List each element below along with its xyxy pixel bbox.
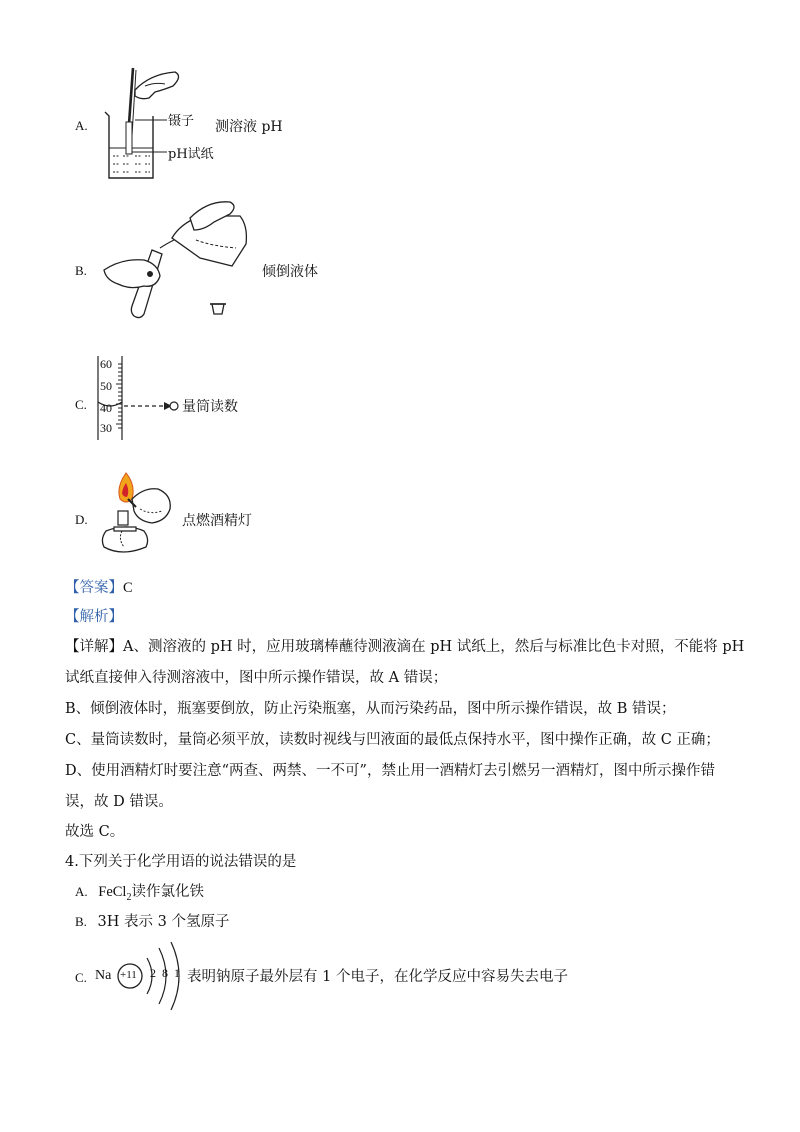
q4-option-a-letter: A. <box>75 884 88 899</box>
tick-label-50: 50 <box>100 379 112 393</box>
detail-line-1 <box>65 639 744 656</box>
tick-label-60: 60 <box>100 357 112 371</box>
nucleus-charge: +11 <box>120 969 137 981</box>
question-4-option-b <box>75 914 229 931</box>
ph-paper-label: pH试纸 <box>168 147 214 162</box>
q4-formula: FeCl <box>98 884 127 900</box>
tweezers-label: 镊子 <box>168 114 195 129</box>
detail-line-2: 试纸直接伸入待测溶液中，图中所示操作错误，故 A 错误； <box>65 670 448 686</box>
option-b-letter: B. <box>75 263 87 278</box>
option-b-caption: 倾倒液体 <box>262 264 318 280</box>
detail-line-7: 故选 C。 <box>65 824 125 840</box>
answer-label: 【答案】 <box>65 580 123 596</box>
detail-label: 【详解】 <box>65 639 123 655</box>
q4-formula-subscript: 2 <box>126 891 132 903</box>
ph-test-illustration <box>95 60 225 185</box>
option-a-letter: A. <box>75 118 88 133</box>
question-4-stem: 4.下列关于化学用语的说法错误的是 <box>65 854 297 870</box>
option-d-letter: D. <box>75 512 88 527</box>
detail-line-3: B、倾倒液体时，瓶塞要倒放，防止污染瓶塞，从而污染药品，图中所示操作错误，故 B 错误； <box>65 701 676 717</box>
q4-option-a-text: 读作氯化铁 <box>131 884 204 900</box>
tick-label-40: 40 <box>100 401 112 415</box>
question-4-option-a <box>75 884 204 904</box>
option-a-caption: 测溶液 pH <box>215 119 283 135</box>
q4-option-b-letter: B. <box>75 914 87 929</box>
detail-text-1: A、测溶液的 pH 时，应用玻璃棒蘸待测液滴在 pH 试纸上，然后与标准比色卡对照，不能将 pH <box>123 639 745 655</box>
shell-2-electrons: 8 <box>162 966 168 980</box>
answer-value: C <box>123 580 133 596</box>
shell-1-electrons: 2 <box>150 966 156 980</box>
answer-line <box>65 580 133 597</box>
pour-liquid-illustration <box>100 196 260 326</box>
detail-line-6: 误，故 D 错误。 <box>65 794 173 810</box>
shell-3-electrons: 1 <box>174 966 180 980</box>
option-d-caption: 点燃酒精灯 <box>182 513 252 529</box>
option-c-letter: C. <box>75 397 87 412</box>
q4-option-b-text: 3H 表示 3 个氢原子 <box>97 914 230 930</box>
detail-line-4: C、量筒读数时，量筒必须平放，读数时视线与凹液面的最低点保持水平，图中操作正确，故 C 正确； <box>65 732 720 748</box>
tick-label-30: 30 <box>100 421 112 435</box>
q4-option-c-text: 表明钠原子最外层有 1 个电子，在化学反应中容易失去电子 <box>187 969 568 985</box>
q4-option-c-letter: C. <box>75 970 87 985</box>
option-c-caption: 量筒读数 <box>182 399 238 415</box>
detail-line-5: D、使用酒精灯时要注意“两查、两禁、一不可”，禁止用一酒精灯去引燃另一酒精灯，图中所示操作错 <box>65 763 715 779</box>
light-alcohol-lamp-illustration <box>92 465 182 565</box>
analysis-label: 【解析】 <box>65 609 123 625</box>
sodium-symbol: Na <box>95 968 112 983</box>
